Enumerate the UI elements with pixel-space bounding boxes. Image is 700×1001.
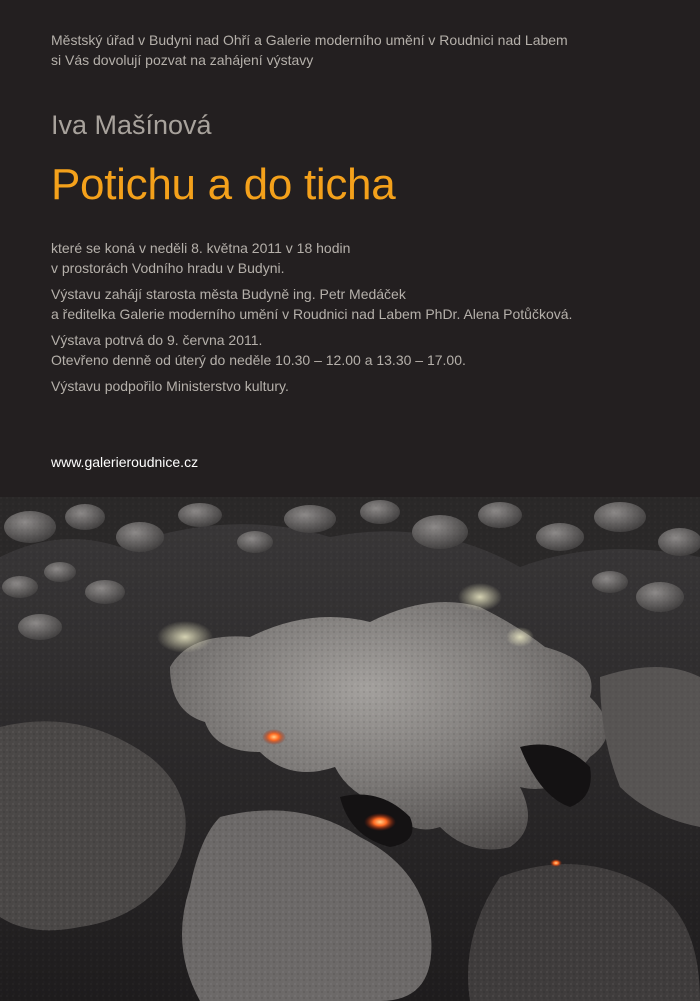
details-line: Otevřeno denně od úterý do neděle 10.30 – 12.00 a 13.30 – 17.00. (51, 352, 466, 368)
artist-name: Iva Mašínová (51, 110, 212, 140)
intro-lines (51, 30, 681, 70)
details-line: Výstavu podpořilo Ministerstvo kultury. (51, 378, 289, 394)
ash-landscape-photo (0, 497, 700, 1001)
details-paragraph-opening (51, 284, 572, 324)
website-link[interactable]: www.galerieroudnice.cz (51, 454, 199, 470)
details-line: v prostorách Vodního hradu v Budyni. (51, 260, 285, 276)
details-paragraph-hours (51, 330, 572, 370)
details-line: a ředitelka Galerie moderního umění v Roudnici nad Labem PhDr. Alena Potůčková. (51, 306, 573, 322)
intro-line-organizers: Městský úřad v Budyni nad Ohří a Galerie moderního umění v Roudnici nad Labem (51, 32, 568, 48)
details-line: které se koná v neděli 8. května 2011 v 18 hodin (51, 240, 351, 256)
details-line: Výstava potrvá do 9. června 2011. (51, 332, 263, 348)
details-line: Výstavu zahájí starosta města Budyně ing. Petr Medáček (51, 286, 406, 302)
event-details (51, 238, 572, 402)
details-paragraph-date (51, 238, 572, 278)
intro-line-invitation: si Vás dovolují pozvat na zahájení výstavy (51, 52, 314, 68)
details-paragraph-support (51, 376, 572, 396)
invitation-text-block (51, 30, 681, 470)
exhibition-title: Potichu a do ticha (51, 160, 396, 209)
